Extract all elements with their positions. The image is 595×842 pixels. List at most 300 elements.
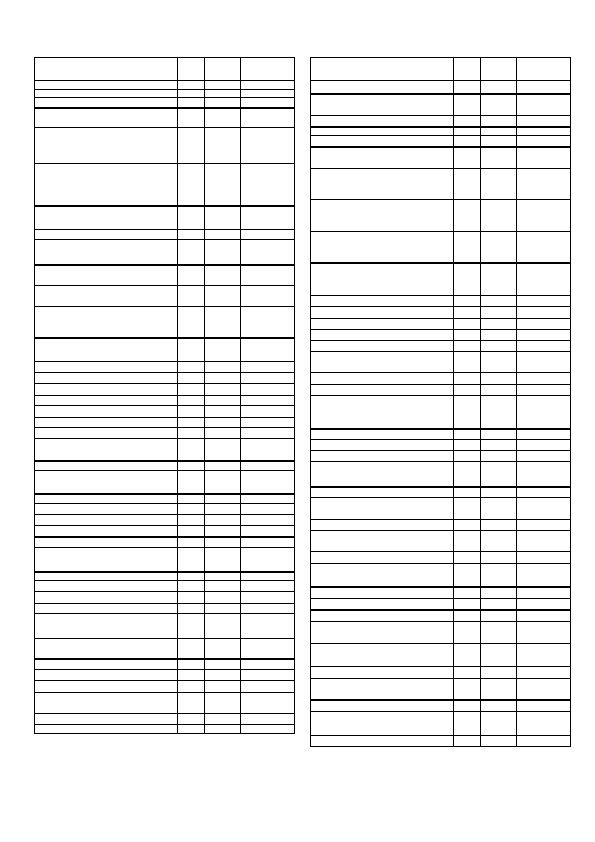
right-table-cell [481, 127, 517, 136]
left-table-cell [205, 494, 241, 504]
left-table-row [35, 714, 295, 725]
right-table-cell [311, 679, 454, 700]
left-table-cell [205, 240, 241, 265]
left-table-cell [241, 286, 295, 307]
left-table-cell [35, 81, 178, 90]
right-table-cell [311, 736, 454, 747]
left-table-cell [35, 725, 178, 734]
left-table-cell [35, 384, 178, 396]
right-table [310, 57, 571, 747]
left-table-body [35, 58, 295, 734]
right-table-cell [481, 667, 517, 679]
left-table-cell [35, 265, 178, 286]
left-table-cell [35, 526, 178, 537]
right-table-cell [311, 232, 454, 263]
right-table-cell [517, 599, 571, 610]
left-table-cell [178, 406, 205, 418]
left-table-cell [178, 230, 205, 240]
right-table-cell [481, 94, 517, 116]
right-table-cell [481, 736, 517, 747]
right-table-cell [517, 58, 571, 81]
left-table-cell [35, 90, 178, 98]
right-table-cell [517, 622, 571, 644]
left-table-cell [178, 670, 205, 681]
left-table-cell [178, 396, 205, 406]
left-table-cell [241, 406, 295, 418]
left-table-cell [178, 286, 205, 307]
left-table-cell [178, 614, 205, 639]
left-table-cell [205, 693, 241, 714]
right-table-row [311, 127, 571, 136]
right-table-cell [517, 127, 571, 136]
right-table-cell [517, 200, 571, 232]
left-table-cell [178, 572, 205, 581]
left-table-cell [35, 373, 178, 384]
right-table-cell [517, 440, 571, 451]
right-table-cell [517, 429, 571, 440]
left-table-cell [35, 58, 178, 81]
right-table-cell [311, 552, 454, 564]
left-table-cell [178, 714, 205, 725]
left-table-cell [241, 418, 295, 428]
right-table-cell [517, 487, 571, 498]
left-table-cell [241, 265, 295, 286]
left-table-cell [241, 81, 295, 90]
left-table-cell [35, 592, 178, 604]
right-table-cell [481, 169, 517, 200]
left-table-cell [241, 639, 295, 659]
left-table-cell [35, 604, 178, 614]
left-table-cell [241, 526, 295, 537]
right-table-row [311, 116, 571, 127]
left-table-cell [241, 373, 295, 384]
left-table-cell [35, 428, 178, 439]
left-table-cell [178, 418, 205, 428]
left-table-cell [178, 725, 205, 734]
left-table-row [35, 526, 295, 537]
right-table-cell [311, 352, 454, 373]
right-table-cell [517, 451, 571, 462]
left-table-cell [178, 537, 205, 548]
right-table-cell [481, 330, 517, 341]
left-table-cell [35, 639, 178, 659]
right-table-cell [454, 319, 481, 330]
left-table-cell [205, 406, 241, 418]
left-table-cell [35, 670, 178, 681]
right-table-row [311, 330, 571, 341]
left-table-cell [241, 714, 295, 725]
right-table-cell [454, 498, 481, 520]
left-table-cell [178, 461, 205, 471]
left-table-cell [178, 681, 205, 693]
right-table-cell [517, 644, 571, 667]
left-table-cell [178, 90, 205, 98]
right-table-cell [311, 263, 454, 296]
left-table-cell [178, 373, 205, 384]
left-table-cell [35, 714, 178, 725]
left-table-row [35, 504, 295, 515]
right-table-cell [454, 81, 481, 94]
right-table-cell [311, 385, 454, 396]
right-table-cell [481, 520, 517, 531]
right-table-cell [517, 330, 571, 341]
right-table-cell [517, 700, 571, 712]
right-table-cell [311, 520, 454, 531]
right-table-cell [311, 94, 454, 116]
left-table-cell [241, 362, 295, 373]
left-table-cell [178, 265, 205, 286]
left-table-cell [178, 604, 205, 614]
right-table-cell [481, 396, 517, 429]
left-table-cell [241, 428, 295, 439]
right-table-cell [517, 352, 571, 373]
left-table-cell [178, 128, 205, 164]
right-table-row [311, 385, 571, 396]
left-table-cell [35, 572, 178, 581]
right-table-cell [454, 667, 481, 679]
right-table-cell [454, 94, 481, 116]
right-table-cell [454, 296, 481, 307]
right-table-cell [517, 296, 571, 307]
right-table-cell [481, 531, 517, 552]
right-table-cell [311, 610, 454, 622]
right-table-row [311, 712, 571, 736]
right-table-cell [311, 700, 454, 712]
right-table-cell [454, 429, 481, 440]
right-table-cell [311, 169, 454, 200]
right-table-row [311, 319, 571, 330]
left-table-row [35, 230, 295, 240]
right-table-cell [454, 736, 481, 747]
right-table-cell [454, 520, 481, 531]
left-table-cell [35, 206, 178, 230]
left-table-row [35, 307, 295, 338]
right-table-row [311, 440, 571, 451]
right-table-cell [481, 440, 517, 451]
right-table-row [311, 599, 571, 610]
right-table-cell [454, 200, 481, 232]
left-table-row [35, 90, 295, 98]
right-table-cell [311, 147, 454, 169]
right-table-cell [454, 587, 481, 599]
left-table-row [35, 639, 295, 659]
left-table-cell [205, 725, 241, 734]
right-table-row [311, 667, 571, 679]
right-table-cell [517, 736, 571, 747]
right-table-cell [481, 58, 517, 81]
right-table-cell [481, 352, 517, 373]
right-table-cell [311, 330, 454, 341]
right-table-cell [454, 700, 481, 712]
left-table-row [35, 206, 295, 230]
left-table-cell [35, 406, 178, 418]
left-table-cell [205, 504, 241, 515]
left-table-cell [178, 515, 205, 526]
left-table-cell [35, 548, 178, 572]
left-table-cell [205, 265, 241, 286]
right-table-cell [517, 116, 571, 127]
right-table-row [311, 587, 571, 599]
left-table-cell [241, 164, 295, 206]
left-table-cell [35, 581, 178, 592]
left-table-row [35, 604, 295, 614]
right-table-cell [311, 487, 454, 498]
right-table-cell [517, 679, 571, 700]
left-table-cell [205, 581, 241, 592]
left-table-cell [35, 307, 178, 338]
left-table-cell [241, 58, 295, 81]
left-table-cell [241, 471, 295, 494]
left-table-cell [205, 396, 241, 406]
left-table-cell [35, 362, 178, 373]
left-table-cell [205, 362, 241, 373]
right-table-row [311, 373, 571, 385]
left-table-cell [35, 681, 178, 693]
left-table-row [35, 286, 295, 307]
right-table-row [311, 498, 571, 520]
left-table-row [35, 108, 295, 128]
right-table-row [311, 341, 571, 352]
left-table-cell [35, 693, 178, 714]
right-table-row [311, 451, 571, 462]
left-table-row [35, 659, 295, 670]
right-table-cell [481, 116, 517, 127]
left-table-cell [205, 230, 241, 240]
right-table-row [311, 296, 571, 307]
right-table-row [311, 396, 571, 429]
left-table-cell [178, 639, 205, 659]
right-table-cell [311, 396, 454, 429]
left-table-cell [178, 581, 205, 592]
left-table-cell [205, 108, 241, 128]
right-table-cell [454, 451, 481, 462]
right-table-row [311, 736, 571, 747]
left-table-row [35, 396, 295, 406]
left-table-row [35, 670, 295, 681]
left-table-row [35, 614, 295, 639]
left-table-cell [178, 240, 205, 265]
right-table-cell [311, 307, 454, 319]
right-table-cell [481, 462, 517, 487]
left-table-cell [178, 338, 205, 362]
right-table-cell [517, 169, 571, 200]
right-table-row [311, 81, 571, 94]
left-table-row [35, 58, 295, 81]
left-table-cell [241, 592, 295, 604]
left-table-cell [178, 428, 205, 439]
left-table-cell [205, 81, 241, 90]
left-table-cell [205, 418, 241, 428]
right-table-cell [454, 385, 481, 396]
left-table-cell [178, 693, 205, 714]
right-table-cell [517, 462, 571, 487]
left-table-cell [241, 693, 295, 714]
right-table-cell [454, 396, 481, 429]
left-table-cell [35, 659, 178, 670]
right-table-cell [481, 644, 517, 667]
left-table-cell [205, 714, 241, 725]
left-table-cell [241, 90, 295, 98]
left-table-cell [241, 659, 295, 670]
left-table-row [35, 164, 295, 206]
left-table-cell [178, 98, 205, 108]
right-table-cell [481, 429, 517, 440]
left-table-cell [35, 439, 178, 461]
left-table-cell [35, 418, 178, 428]
left-table-cell [241, 384, 295, 396]
right-table-cell [454, 552, 481, 564]
left-table-cell [205, 286, 241, 307]
left-table [34, 57, 295, 734]
left-table-row [35, 373, 295, 384]
left-table-cell [205, 338, 241, 362]
left-table-cell [241, 548, 295, 572]
left-table-row [35, 338, 295, 362]
right-table-cell [517, 667, 571, 679]
left-table-cell [178, 362, 205, 373]
left-table-cell [205, 439, 241, 461]
right-table-cell [311, 462, 454, 487]
right-table-cell [481, 341, 517, 352]
right-table-row [311, 169, 571, 200]
right-table-cell [311, 531, 454, 552]
right-table-row [311, 552, 571, 564]
left-table-cell [35, 286, 178, 307]
left-table-row [35, 439, 295, 461]
right-table-cell [481, 700, 517, 712]
left-table-row [35, 693, 295, 714]
right-table-cell [517, 232, 571, 263]
left-table-cell [178, 526, 205, 537]
left-table-cell [205, 428, 241, 439]
left-table-cell [178, 384, 205, 396]
left-table-cell [205, 164, 241, 206]
right-table-cell [517, 610, 571, 622]
left-table-cell [205, 128, 241, 164]
left-table-cell [35, 471, 178, 494]
right-table-cell [481, 373, 517, 385]
right-table-cell [481, 136, 517, 147]
left-table-row [35, 515, 295, 526]
left-table-cell [205, 307, 241, 338]
right-table-cell [481, 498, 517, 520]
right-table-cell [454, 644, 481, 667]
left-table-cell [178, 164, 205, 206]
left-table-cell [241, 537, 295, 548]
left-table-row [35, 471, 295, 494]
right-table-row [311, 58, 571, 81]
right-table-row [311, 679, 571, 700]
right-table-row [311, 531, 571, 552]
right-table-cell [481, 599, 517, 610]
left-table-cell [241, 572, 295, 581]
left-table-row [35, 461, 295, 471]
left-table-row [35, 406, 295, 418]
right-table-row [311, 520, 571, 531]
right-table-cell [454, 263, 481, 296]
right-table-cell [481, 610, 517, 622]
left-table-cell [35, 108, 178, 128]
left-table-cell [205, 98, 241, 108]
right-table-cell [311, 81, 454, 94]
right-table-cell [311, 116, 454, 127]
left-table-cell [205, 681, 241, 693]
left-table-row [35, 240, 295, 265]
left-table-cell [35, 614, 178, 639]
right-table-cell [454, 169, 481, 200]
right-table-row [311, 487, 571, 498]
right-table-cell [517, 94, 571, 116]
left-table-cell [205, 572, 241, 581]
right-table-row [311, 564, 571, 587]
left-table-cell [241, 515, 295, 526]
left-table-cell [241, 206, 295, 230]
right-table-cell [481, 232, 517, 263]
left-table-cell [178, 504, 205, 515]
left-table-cell [241, 396, 295, 406]
left-table-cell [205, 373, 241, 384]
right-table-row [311, 136, 571, 147]
right-table-cell [454, 610, 481, 622]
left-table-row [35, 384, 295, 396]
right-table-cell [311, 622, 454, 644]
right-table-row [311, 200, 571, 232]
left-table-row [35, 265, 295, 286]
right-table-cell [481, 263, 517, 296]
left-table-cell [205, 90, 241, 98]
left-table-row [35, 128, 295, 164]
left-table-cell [241, 725, 295, 734]
left-table-cell [241, 461, 295, 471]
left-table-cell [178, 307, 205, 338]
left-table-row [35, 362, 295, 373]
left-table-cell [35, 240, 178, 265]
right-table-cell [454, 307, 481, 319]
right-table-cell [481, 385, 517, 396]
left-table-cell [241, 670, 295, 681]
right-table-cell [517, 307, 571, 319]
right-table-cell [311, 373, 454, 385]
right-table-cell [454, 712, 481, 736]
right-table-cell [311, 564, 454, 587]
left-table-cell [241, 681, 295, 693]
left-table-row [35, 418, 295, 428]
left-table-cell [35, 396, 178, 406]
right-table-cell [454, 622, 481, 644]
left-table-row [35, 537, 295, 548]
left-table-row [35, 428, 295, 439]
right-table-cell [311, 599, 454, 610]
right-table-row [311, 352, 571, 373]
right-table-cell [311, 136, 454, 147]
right-table-cell [481, 552, 517, 564]
left-table-cell [178, 108, 205, 128]
right-table-row [311, 700, 571, 712]
left-table-cell [205, 461, 241, 471]
right-table-row [311, 644, 571, 667]
right-table-cell [311, 127, 454, 136]
right-table-cell [311, 587, 454, 599]
left-table-cell [241, 307, 295, 338]
right-table-cell [454, 330, 481, 341]
right-table-cell [481, 587, 517, 599]
left-table-cell [178, 471, 205, 494]
right-table-cell [517, 373, 571, 385]
right-table-cell [454, 487, 481, 498]
right-table-cell [517, 385, 571, 396]
right-table-cell [481, 147, 517, 169]
right-table-cell [311, 296, 454, 307]
